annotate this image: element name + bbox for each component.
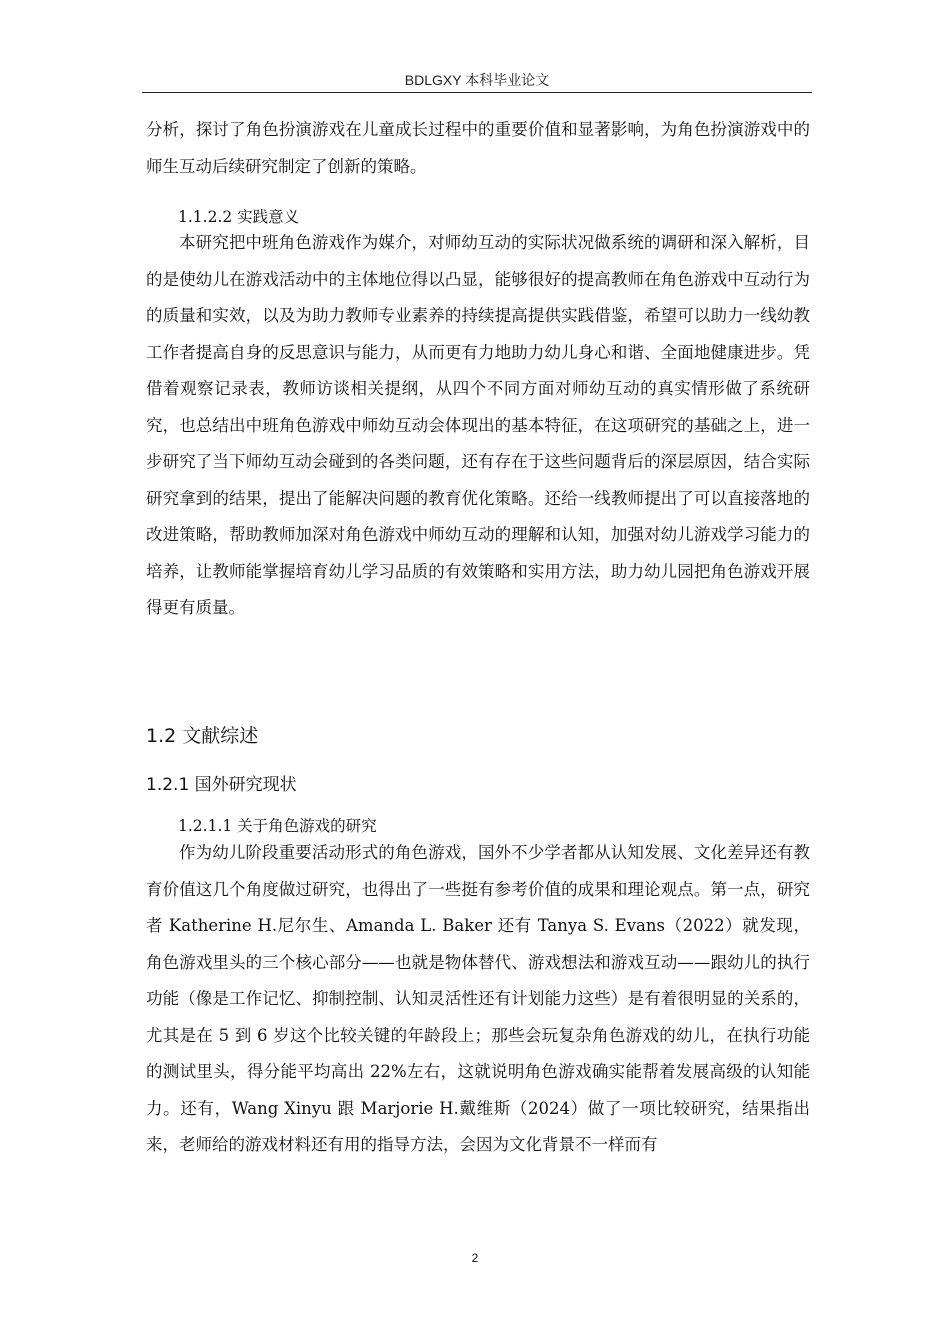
heading-1-2-1: 1.2.1 国外研究现状 xyxy=(146,775,297,795)
heading-1-2-1-1: 1.2.1.1 关于角色游戏的研究 xyxy=(178,817,377,835)
paragraph-continued: 分析，探讨了角色扮演游戏在儿童成长过程中的重要价值和显著影响，为角色扮演游戏中的师生互动后续研究制定了创新的策略。 xyxy=(146,120,810,176)
heading-1-1-2-2: 1.1.2.2 实践意义 xyxy=(178,208,300,226)
header-rule xyxy=(142,92,812,93)
running-header: BDLGXY 本科毕业论文 xyxy=(404,72,550,88)
paragraph-practice-significance: 本研究把中班角色游戏作为媒介，对师幼互动的实际状况做系统的调研和深入解析，目的是使幼儿在游戏活动中的主体地位得以凸显，能够很好的提高教师在角色游戏中互动行为的质量和实效，以及为助力教师专业素养的持续提高提供实践借鉴，希望可以助力一线幼教工作者提高自身的反思意识与能力，从而更有力地助力幼儿身心和谐、全面地健康进步。凭借着观察记录表，教师访谈相关提纲，从四个不同方面对师幼互动的真实情形做了系统研究，也总结出中班角色游戏中师幼互动会体现出的基本特征，在这项研究的基础之上，进一步研究了当下师幼互动会碰到的各类问题，还有存在于这些问题背后的深层原因，结合实际研究拿到的结果，提出了能解决问题的教育优化策略。还给一线教师提出了可以直接落地的改进策略，帮助教师加深对角色游戏中师幼互动的理解和认知，加强对幼儿游戏学习能力的培养，让教师能掌握培育幼儿学习品质的有效策略和实用方法，助力幼儿园把角色游戏开展得更有质量。 xyxy=(146,233,810,617)
heading-1-2: 1.2 文献综述 xyxy=(146,725,259,747)
page-number: 2 xyxy=(471,1251,479,1265)
paragraph-foreign-research: 作为幼儿阶段重要活动形式的角色游戏，国外不少学者都从认知发展、文化差异还有教育价值这几个角度做过研究，也得出了一些挺有参考价值的成果和理论观点。第一点，研究者 Katherine H.尼尔生、Amanda L. Baker 还有 Tanya S. Evans（2022）就发现，角色游戏里头的三个核心部分——也就是物体替代、游戏想法和游戏互动——跟幼儿的执行功能（像是工作记忆、抑制控制、认知灵活性还有计划能力这些）是有着很明显的关系的，尤其是在 5 到 6 岁这个比较关键的年龄段上；那些会玩复杂角色游戏的幼儿，在执行功能的测试里头，得分能平均高出 22%左右，这就说明角色游戏确实能帮着发展高级的认知能力。还有，Wang Xinyu 跟 Marjorie H.戴维斯（2024）做了一项比较研究，结果指出来，老师给的游戏材料还有用的指导方法，会因为文化背景不一样而有 xyxy=(146,843,810,1154)
